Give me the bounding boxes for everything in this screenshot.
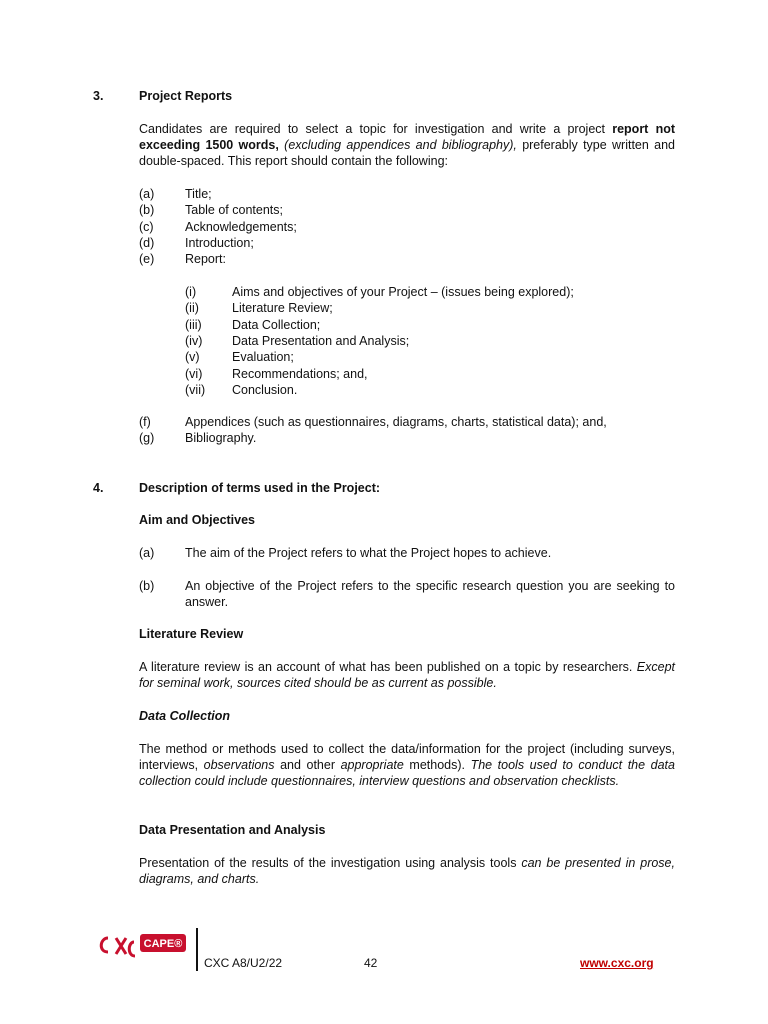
heading-aim-objectives: Aim and Objectives [139,513,256,527]
section-title-project-reports: Project Reports [139,89,233,103]
data-italic-observations: observations [203,758,275,772]
sub-list-item-label: (i) [185,285,197,299]
footer-url-link[interactable]: www.cxc.org [580,956,654,970]
aim-item-text-a: The aim of the Project refers to what the Project hopes to achieve. [185,546,552,560]
list-item-label: (g) [139,431,155,446]
heading-data-presentation: Data Presentation and Analysis [139,823,326,837]
list-item-label: (c) [139,219,154,234]
literature-review-paragraph [139,659,675,691]
intro-text-end: preferably type written and double-spaced. This report should contain the following: [139,138,675,168]
sub-list-item-label: (iii) [185,317,202,332]
list-item-text: Introduction; [185,235,254,250]
sub-list-item-text: Recommendations; and, [232,366,368,381]
sub-list-item-text: Data Collection; [232,317,321,332]
pres-italic: can be presented in prose, diagrams, and charts. [139,856,675,886]
intro-bold-limit: report not exceeding 1500 words, [139,122,675,152]
list-item-text: Appendices (such as questionnaires, diagrams, charts, statistical data); and, [185,415,607,429]
list-item-label: (e) [139,252,155,267]
sub-list-item-text: Data Presentation and Analysis; [232,333,410,348]
list-item-text: Table of contents; [185,203,283,218]
section-number-3: 3. [93,89,104,103]
data-collection-paragraph [139,741,675,789]
data-italic-appropriate: appropriate [340,758,404,772]
list-item-text: Bibliography. [185,431,257,446]
list-item-text: Title; [185,187,212,201]
sub-list-item-text: Evaluation; [232,350,294,365]
sub-list-item-label: (ii) [185,301,199,316]
aim-item-label-a: (a) [139,546,155,560]
section3-intro-paragraph [139,121,675,169]
data-presentation-paragraph [139,855,675,887]
aim-item-label-b: (b) [139,579,155,593]
sub-list-item-label: (iv) [185,333,203,348]
list-item-label: (f) [139,415,151,429]
list-item-label: (d) [139,235,155,250]
heading-literature-review: Literature Review [139,627,244,641]
sub-list-item-text: Conclusion. [232,382,298,397]
cape-logo [96,926,188,966]
heading-data-collection: Data Collection [139,709,230,723]
aim-item-text-b: An objective of the Project refers to the specific research question you are seeking to answer. [185,579,675,609]
footer-code: CXC A8/U2/22 [204,956,283,970]
section-title-terms: Description of terms used in the Project: [139,481,381,495]
list-item-text: Report: [185,252,226,267]
section-number-4: 4. [93,481,104,495]
page-number: 42 [364,956,378,970]
list-item-label: (a) [139,187,155,201]
data-text-2: and other [274,758,341,772]
data-text-3: methods). [403,758,471,772]
cxc-logo-icon [96,926,188,966]
intro-text: Candidates are required to select a topic for investigation and write a project [139,122,613,136]
data-text-1: The method or methods used to collect the data/information for the project (including surveys, interviews, [139,742,675,772]
lit-text: A literature review is an account of what has been published on a topic by researchers. [139,660,637,674]
sub-list-item-text: Aims and objectives of your Project – (issues being explored); [232,285,574,299]
data-italic-tools: The tools used to conduct the data collection could include questionnaires, interview questions and observation checklists. [139,758,675,788]
list-item-label: (b) [139,203,155,218]
intro-italic-exclusion: (excluding appendices and bibliography), [284,138,517,152]
logo-cape-text: CAPE® [143,938,183,950]
sub-list-item-label: (v) [185,350,200,365]
footer-divider [196,928,198,971]
sub-list-item-label: (vii) [185,382,206,397]
lit-italic: Except for seminal work, sources cited should be as current as possible. [139,660,675,690]
list-item-text: Acknowledgements; [185,219,297,234]
pres-text: Presentation of the results of the investigation using analysis tools [139,856,522,870]
sub-list-item-text: Literature Review; [232,301,333,316]
sub-list-item-label: (vi) [185,366,203,381]
